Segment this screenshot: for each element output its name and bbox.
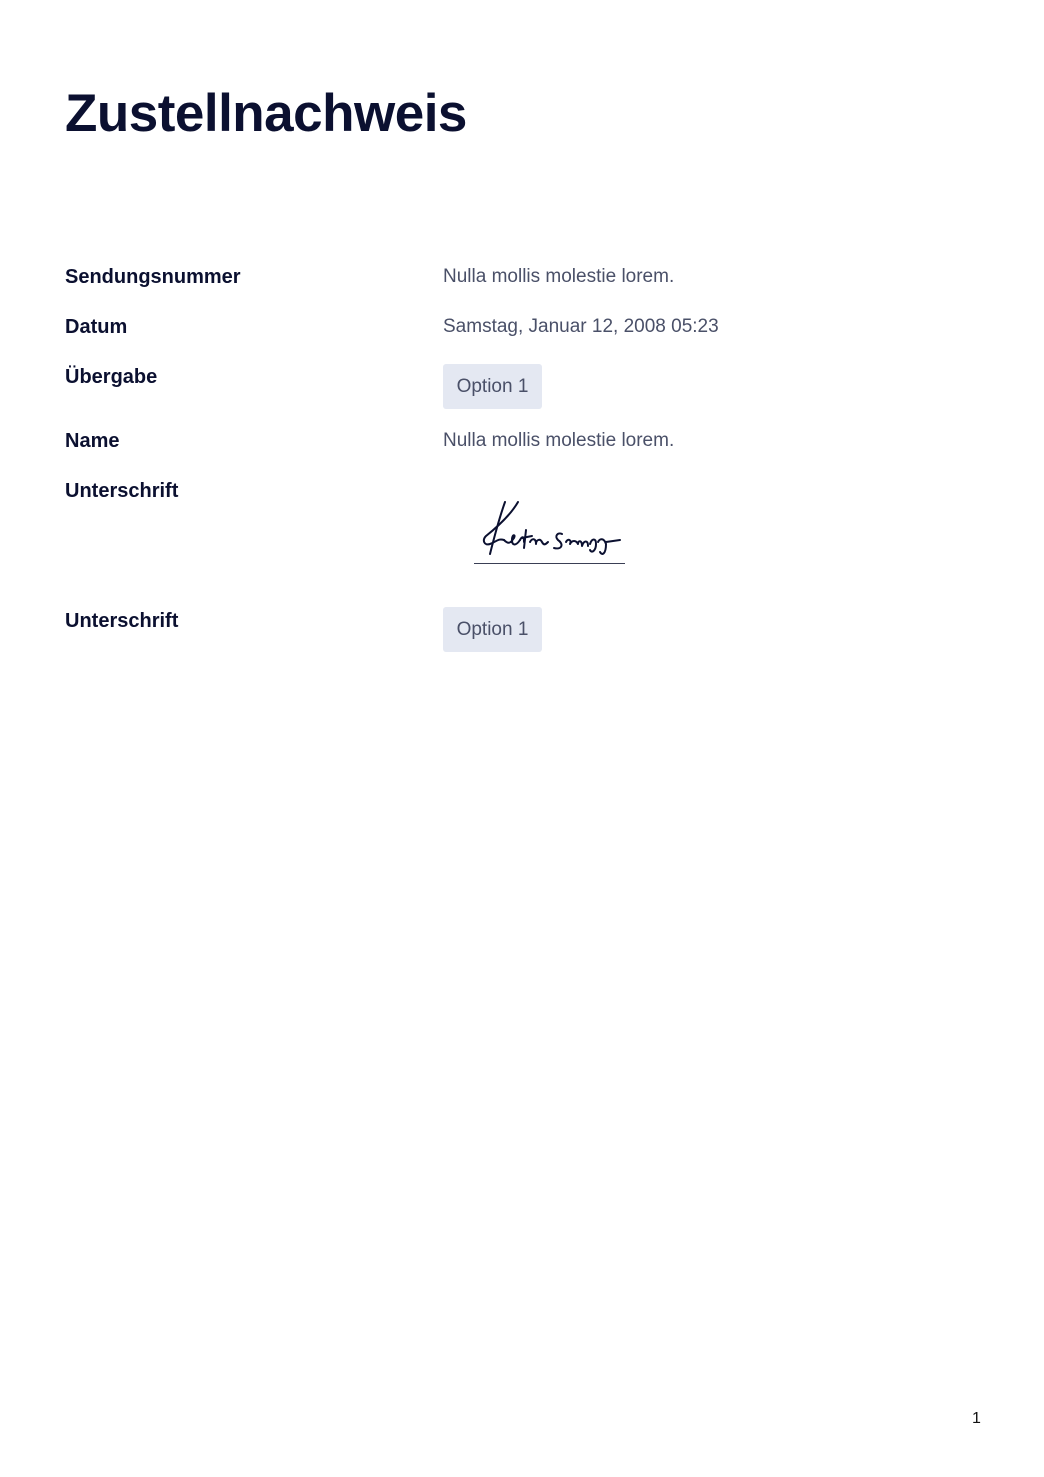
field-label-unterschrift: Unterschrift <box>65 480 179 502</box>
field-value-datum: Samstag, Januar 12, 2008 05:23 <box>443 316 719 337</box>
page-number: 1 <box>972 1410 981 1427</box>
handwritten-signature-icon <box>474 494 626 564</box>
field-label-sendungsnummer: Sendungsnummer <box>65 266 241 288</box>
field-value-sendungsnummer: Nulla mollis molestie lorem. <box>443 266 675 287</box>
field-label-name: Name <box>65 430 120 452</box>
document-title: Zustellnachweis <box>65 84 467 143</box>
option-chip-uebergabe: Option 1 <box>443 364 542 409</box>
field-label-unterschrift-option: Unterschrift <box>65 610 179 632</box>
field-value-name: Nulla mollis molestie lorem. <box>443 430 675 451</box>
signature-image <box>474 494 626 564</box>
field-label-uebergabe: Übergabe <box>65 366 158 388</box>
signature-line <box>474 563 625 564</box>
field-label-datum: Datum <box>65 316 128 338</box>
option-chip-unterschrift: Option 1 <box>443 607 542 652</box>
